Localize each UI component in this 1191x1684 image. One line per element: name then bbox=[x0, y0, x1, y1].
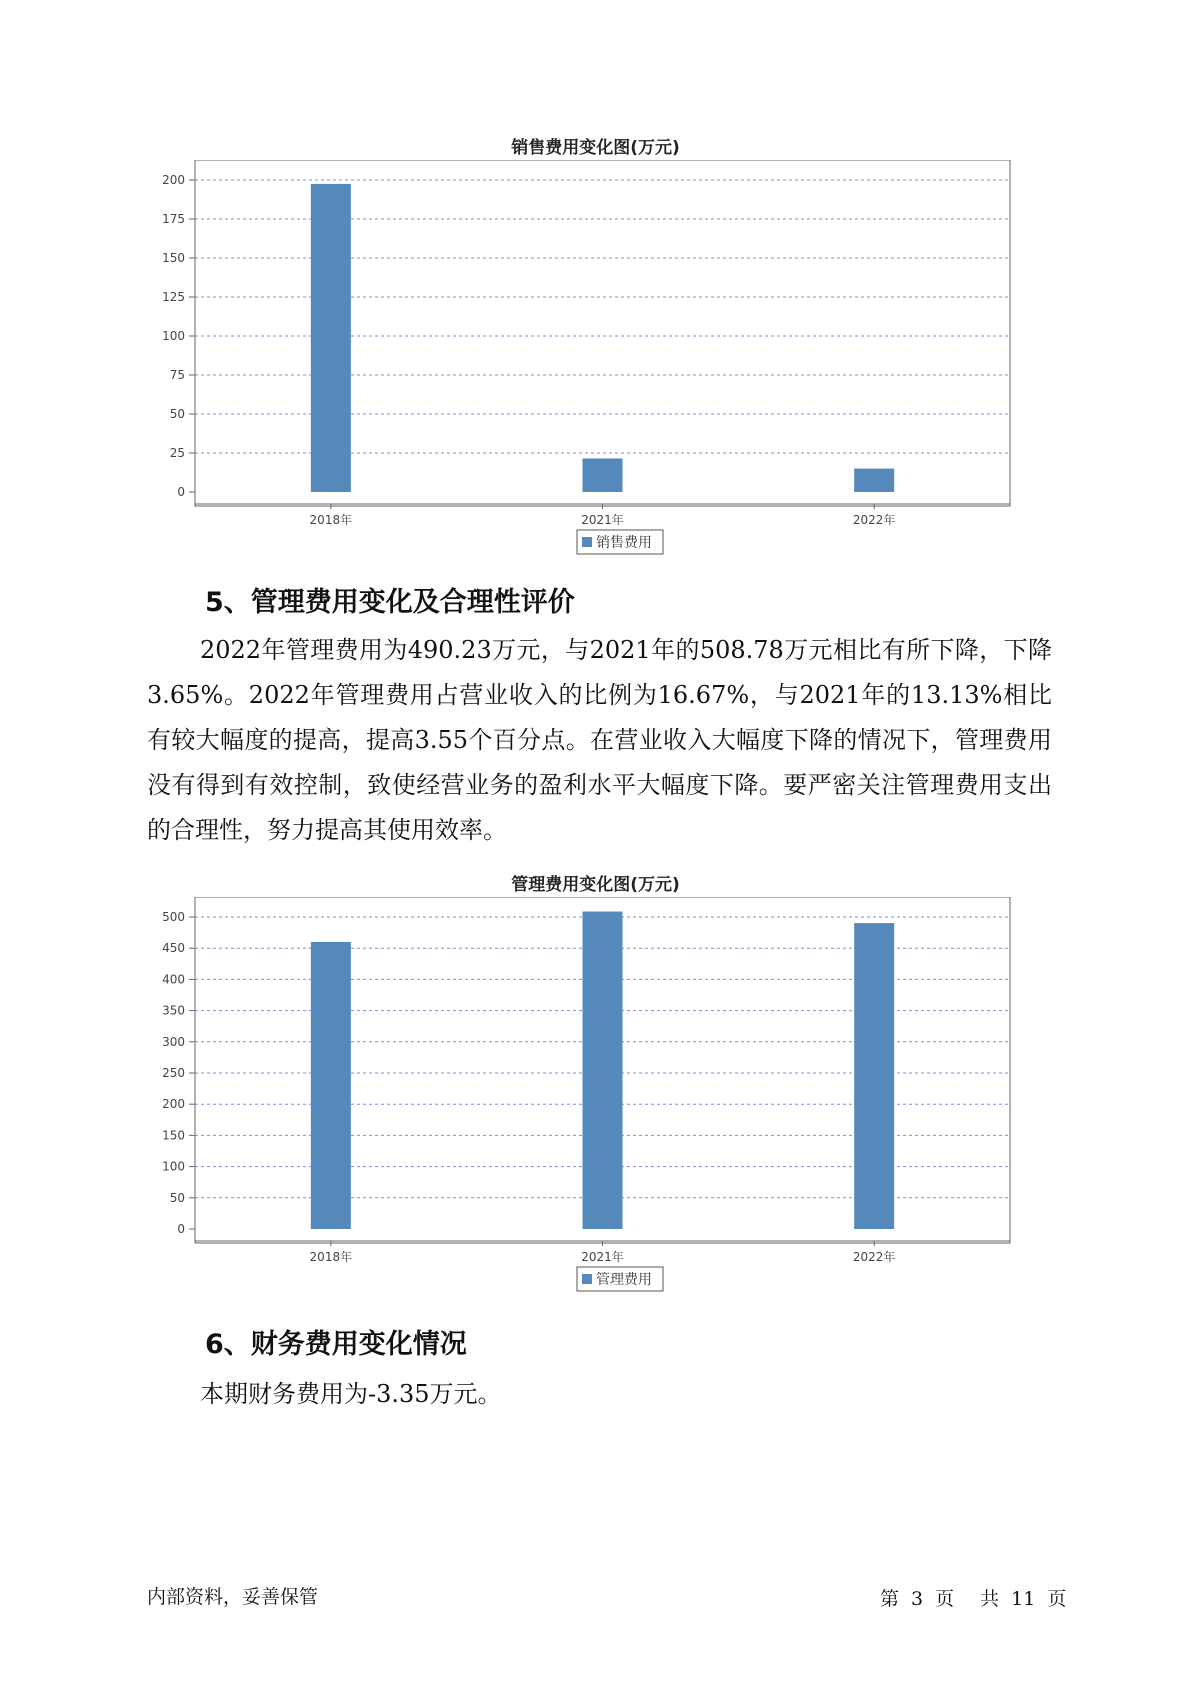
chart1-y-tick-label: 150 bbox=[162, 251, 185, 265]
section5-paragraph: 2022年管理费用为490.23万元，与2021年的508.78万元相比有所下降，下降3.65%。2022年管理费用占营业收入的比例为16.67%，与2021年的13.13%相比有较大幅度的提高，提高3.55个百分点。在营业收入大幅度下降的情况下，管理费用没有得到有效控制，致使经营业务的盈利水平大幅度下降。要严密关注管理费用支出的合理性，努力提高其使用效率。 bbox=[147, 636, 1052, 844]
chart2-bar bbox=[311, 942, 351, 1229]
chart2-y-tick-label: 150 bbox=[162, 1128, 185, 1143]
total-prefix: 共 bbox=[980, 1588, 1000, 1610]
chart1-bar bbox=[583, 458, 623, 492]
chart1-y-tick-label: 100 bbox=[162, 329, 185, 343]
chart2-y-tick-label: 350 bbox=[162, 1003, 185, 1018]
page-number: 3 bbox=[911, 1588, 924, 1610]
chart2-y-tick-label: 200 bbox=[162, 1097, 185, 1112]
chart1-x-tick-label: 2021年 bbox=[581, 513, 624, 527]
chart2-y-tick-label: 0 bbox=[177, 1222, 185, 1236]
footer-confidential: 内部资料，妥善保管 bbox=[147, 1586, 319, 1608]
footer-page-info bbox=[880, 1584, 1078, 1611]
chart1-legend-swatch bbox=[582, 537, 592, 547]
chart2-y-tick-label: 400 bbox=[162, 972, 185, 987]
chart1-y-tick-label: 175 bbox=[162, 212, 185, 226]
chart1-y-tick-label: 50 bbox=[169, 407, 185, 421]
section5-heading: 5、管理费用变化及合理性评价 bbox=[205, 587, 575, 618]
chart2-x-tick-label: 2021年 bbox=[581, 1250, 624, 1264]
chart2-y-tick-label: 50 bbox=[169, 1190, 185, 1205]
chart1-legend-label: 销售费用 bbox=[596, 535, 652, 551]
chart2-y-tick-label: 500 bbox=[162, 910, 185, 924]
chart1-y-tick-label: 75 bbox=[169, 368, 185, 382]
chart2-x-tick-label: 2018年 bbox=[309, 1250, 353, 1264]
chart2-title: 管理费用变化图(万元) bbox=[511, 875, 680, 895]
page-unit: 页 bbox=[935, 1588, 955, 1610]
chart1-y-tick-label: 200 bbox=[162, 173, 185, 187]
page-prefix: 第 bbox=[880, 1588, 900, 1610]
chart1-y-tick-label: 25 bbox=[169, 446, 185, 460]
chart1-title: 销售费用变化图(万元) bbox=[511, 138, 680, 158]
sales-expense-chart bbox=[150, 160, 1050, 580]
total-pages: 11 bbox=[1011, 1588, 1036, 1610]
chart1-y-tick-label: 0 bbox=[177, 485, 185, 499]
admin-expense-chart bbox=[150, 897, 1050, 1317]
section6-paragraph: 本期财务费用为-3.35万元。 bbox=[200, 1380, 502, 1408]
chart1-x-tick-label: 2022年 bbox=[852, 513, 896, 527]
chart2-y-tick-label: 100 bbox=[162, 1159, 185, 1174]
chart2-bar bbox=[854, 923, 894, 1229]
chart2-x-tick-label: 2022年 bbox=[852, 1250, 896, 1264]
chart2-y-tick-label: 450 bbox=[162, 941, 185, 956]
total-unit: 页 bbox=[1047, 1588, 1067, 1610]
chart1-bar bbox=[311, 184, 351, 492]
chart2-legend-label: 管理费用 bbox=[596, 1272, 652, 1288]
chart1-y-tick-label: 125 bbox=[162, 290, 185, 304]
chart1-x-tick-label: 2018年 bbox=[309, 513, 353, 527]
section6-heading: 6、财务费用变化情况 bbox=[205, 1329, 467, 1360]
chart1-bar bbox=[854, 469, 894, 492]
chart2-y-tick-label: 250 bbox=[162, 1066, 185, 1080]
chart2-legend-swatch bbox=[582, 1274, 592, 1284]
chart2-bar bbox=[583, 912, 623, 1229]
chart2-y-tick-label: 300 bbox=[162, 1034, 185, 1049]
